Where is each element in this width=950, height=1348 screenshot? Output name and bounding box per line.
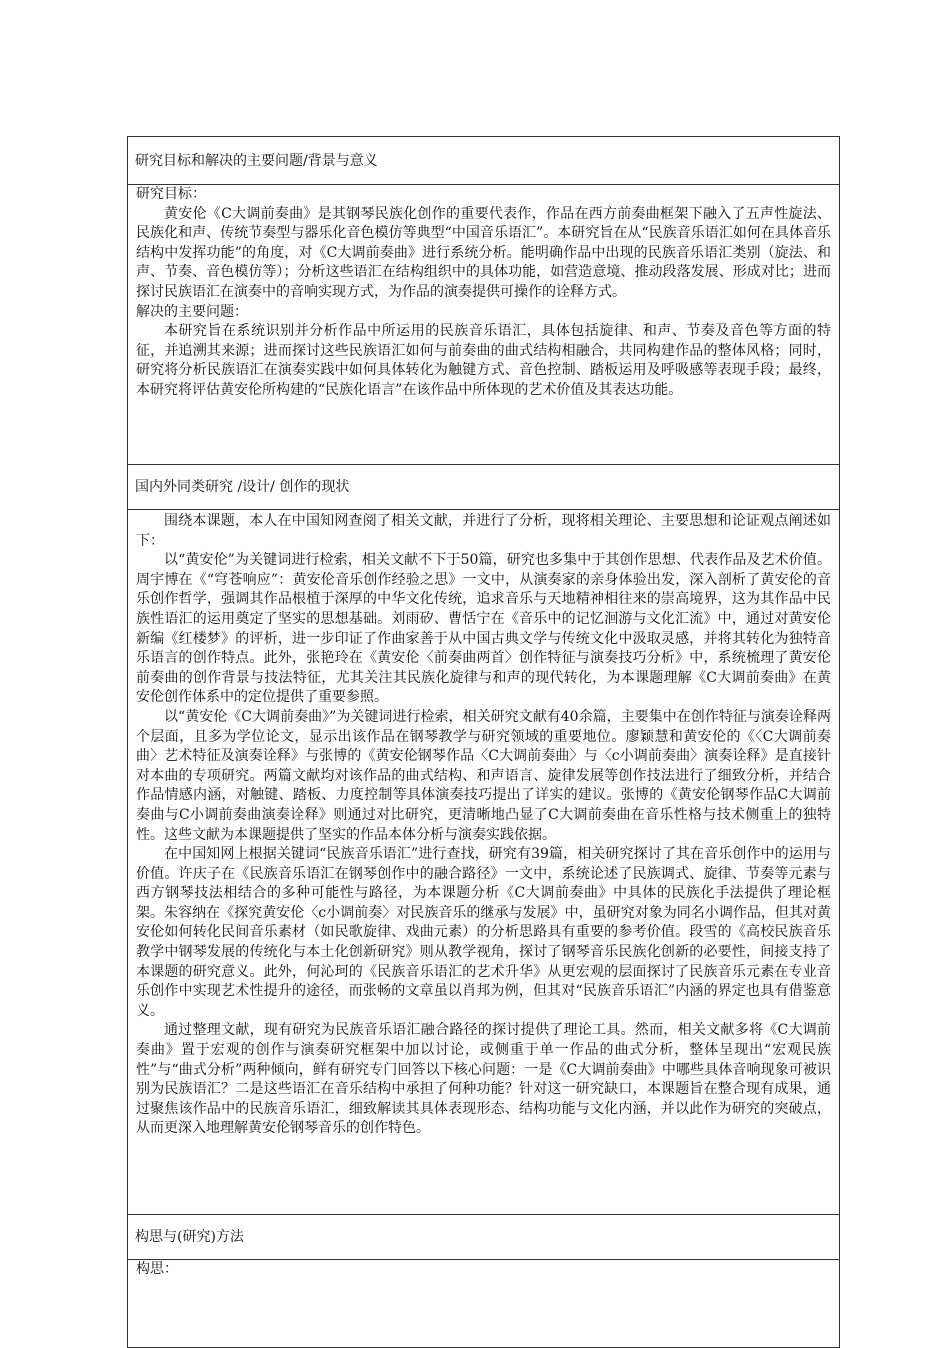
section-header-goals (128, 137, 839, 184)
goal-paragraph: 黄安伦《C大调前奏曲》是其钢琴民族化创作的重要代表作，作品在西方前奏曲框架下融入了五声性旋法、民族化和声、传统节奏型与器乐化音色模仿等典型“中国音乐语汇”。本研究旨在从“民族音乐语汇如何在具体音乐结构中发挥功能”的角度，对《C大调前奏曲》进行系统分析。能明确作品中出现的民族音乐语汇类别（旋法、和声、节奏、音色模仿等）；分析这些语汇在结构组织中的具体功能，如营造意境、推动段落发展、形成对比；进而探讨民族语汇在演奏中的音响实现方式，为作品的演奏提供可操作的诠释方式。 (136, 205, 831, 300)
concept-label: 构思： (136, 1261, 178, 1277)
section-title: 国内外同类研究 /设计/ 创作的现状 (135, 479, 350, 495)
section-title: 构思与(研究)方法 (135, 1229, 244, 1245)
paragraph: 以“黄安伦《C大调前奏曲》”为关键词进行检索，相关研究文献有40余篇，主要集中在创作特征与演奏诠释两个层面，且多为学位论文，显示出该作品在钢琴教学与研究领域的重要地位。廖颖慧和黄安伦的《〈C大调前奏曲〉艺术特征及演奏诠释》与张博的《黄安伦钢琴作品〈C大调前奏曲〉与〈c小调前奏曲〉演奏诠释》是直接针对本曲的专项研究。两篇文献均对该作品的曲式结构、和声语言、旋律发展等创作技法进行了细致分析，并结合作品情感内涵，对触键、踏板、力度控制等具体演奏技巧提出了详实的建议。张博的《黄安伦钢琴作品C大调前奏曲与C小调前奏曲演奏诠释》则通过对比研究，更清晰地凸显了C大调前奏曲在音乐性格与技术侧重上的独特性。这些文献为本课题提供了坚实的作品本体分析与演奏实践依据。 (136, 708, 831, 843)
paragraph: 以“黄安伦”为关键词进行检索，相关文献不下于50篇，研究也多集中于其创作思想、代表作品及艺术价值。周宇博在《“穹苍响应”：黄安伦音乐创作经验之思》一文中，从演奏家的亲身体验出发，深入剖析了黄安伦的音乐创作哲学，强调其作品根植于深厚的中华文化传统，追求音乐与天地精神相往来的崇高境界，这为其作品中民族性语汇的运用奠定了坚实的思想基础。刘雨矽、曹恬宁在《音乐中的记忆洄游与文化汇流》中，通过对黄安伦新编《红楼梦》的评析，进一步印证了作曲家善于从中国古典文学与传统文化中汲取灵感，并将其转化为独特音乐语言的创作特点。此外，张艳玲在《黄安伦〈前奏曲两首〉创作特征与演奏技巧分析》中，系统梳理了黄安伦前奏曲的创作背景与技法特征，尤其关注其民族化旋律与和声的现代转化，为本课题理解《C大调前奏曲》在黄安伦创作体系中的定位提供了重要参照。 (136, 552, 831, 706)
section-body-method (128, 1259, 839, 1347)
section-body-status (128, 509, 839, 1214)
goal-label: 研究目标： (136, 186, 206, 202)
problem-label: 解决的主要问题： (136, 303, 248, 320)
paragraph: 在中国知网上根据关键词“民族音乐语汇”进行查找，研究有39篇，相关研究探讨了其在音乐创作中的运用与价值。许庆子在《民族音乐语汇在钢琴创作中的融合路径》一文中，系统论述了民族调式、旋律、节奏等元素与西方钢琴技法相结合的多种可能性与路径，为本课题分析《C大调前奏曲》中具体的民族化手法提供了理论框架。朱容纳在《探究黄安伦〈c小调前奏〉对民族音乐的继承与发展》中，虽研究对象为同名小调作品，但其对黄安伦如何转化民间音乐素材（如民歌旋律、戏曲元素）的分析思路具有重要的参考价值。段雪的《高校民族音乐教学中钢琴发展的传统化与本土化创新研究》则从教学视角，探讨了钢琴音乐民族化创新的必要性，间接支持了本课题的研究意义。此外，何沁珂的《民族音乐语汇的艺术升华》从更宏观的层面探讨了民族音乐元素在专业音乐创作中实现艺术性提升的途径，而张畅的文章虽以肖邦为例，但其对“民族音乐语汇”内涵的界定也具有借鉴意义。 (136, 846, 831, 1019)
section-header-method (128, 1214, 839, 1259)
paragraph: 围绕本课题，本人在中国知网查阅了相关文献，并进行了分析，现将相关理论、主要思想和论证观点阐述如下： (136, 513, 831, 549)
section-header-status (128, 464, 839, 509)
section-title: 研究目标和解决的主要问题/背景与意义 (135, 152, 378, 169)
section-body-goals (128, 184, 839, 464)
problem-paragraph: 本研究旨在系统识别并分析作品中所运用的民族音乐语汇，具体包括旋律、和声、节奏及音色等方面的特征，并追溯其来源；进而探讨这些民族语汇如何与前奏曲的曲式结构相融合，共同构建作品的整体风格；同时，研究将分析民族语汇在演奏实践中如何具体转化为触键方式、音色控制、踏板运用及呼吸感等表现手段；最终，本研究将评估黄安伦所构建的“民族化语言”在该作品中所体现的艺术价值及其表达功能。 (136, 323, 831, 398)
paragraph: 通过整理文献，现有研究为民族音乐语汇融合路径的探讨提供了理论工具。然而，相关文献多将《C大调前奏曲》置于宏观的创作与演奏研究框架中加以讨论，或侧重于单一作品的曲式分析，整体呈现出“宏观民族性”与“曲式分析”两种倾向，鲜有研究专门回答以下核心问题：一是《C大调前奏曲》中哪些具体音响现象可被识别为民族语汇？二是这些语汇在音乐结构中承担了何种功能？针对这一研究缺口，本课题旨在整合现有成果，通过聚焦该作品中的民族音乐语汇，细致解读其具体表现形态、结构功能与文化内涵，并以此作为研究的突破点，从而更深入地理解黄安伦钢琴音乐的创作特色。 (136, 1022, 831, 1137)
proposal-table (127, 136, 840, 1348)
